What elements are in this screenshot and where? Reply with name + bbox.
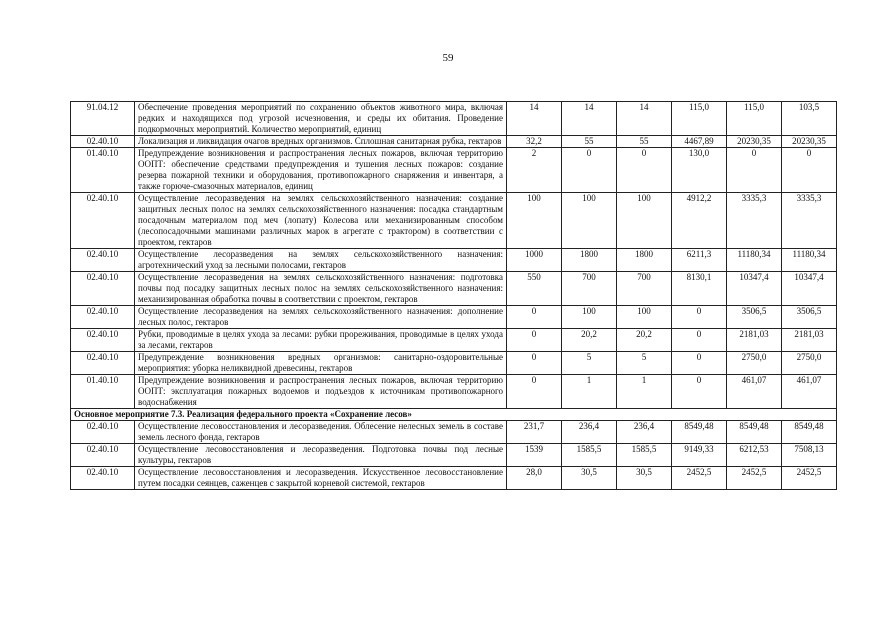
- table-row: [71, 102, 837, 136]
- row-value: 28,0: [507, 467, 562, 490]
- row-value: 103,5: [782, 102, 837, 136]
- row-value: 55: [617, 136, 672, 148]
- row-value: 14: [562, 102, 617, 136]
- row-value: 0: [507, 329, 562, 352]
- row-value: 8549,48: [672, 421, 727, 444]
- row-code: 02.40.10: [71, 136, 135, 148]
- section-header-row: [71, 409, 837, 421]
- row-value: 130,0: [672, 148, 727, 193]
- table-row: [71, 352, 837, 375]
- row-value: 2: [507, 148, 562, 193]
- row-value: 100: [507, 193, 562, 249]
- row-value: 0: [672, 352, 727, 375]
- row-code: 02.40.10: [71, 249, 135, 272]
- row-value: 1585,5: [617, 444, 672, 467]
- table-row: [71, 421, 837, 444]
- row-code: 02.40.10: [71, 306, 135, 329]
- row-value: 115,0: [672, 102, 727, 136]
- table-row: [71, 375, 837, 409]
- row-value: 2750,0: [782, 352, 837, 375]
- row-value: 236,4: [617, 421, 672, 444]
- row-description: Осуществление лесовосстановления и лесоразведения. Подготовка почвы под лесные культуры, гектаров: [135, 444, 507, 467]
- row-value: 4467,89: [672, 136, 727, 148]
- row-value: 14: [617, 102, 672, 136]
- row-value: 0: [507, 306, 562, 329]
- row-value: 3335,3: [782, 193, 837, 249]
- row-value: 0: [672, 306, 727, 329]
- row-value: 55: [562, 136, 617, 148]
- row-value: 1: [617, 375, 672, 409]
- row-value: 0: [672, 375, 727, 409]
- row-description: Осуществление лесовосстановления и лесоразведения. Облесение нелесных земель в составе земель лесного фонда, гектаров: [135, 421, 507, 444]
- row-value: 32,2: [507, 136, 562, 148]
- row-value: 11180,34: [727, 249, 782, 272]
- table-row: [71, 272, 837, 306]
- row-value: 0: [617, 148, 672, 193]
- row-value: 0: [507, 352, 562, 375]
- row-description: Локализация и ликвидация очагов вредных организмов. Сплошная санитарная рубка, гектаров: [135, 136, 507, 148]
- row-value: 2452,5: [727, 467, 782, 490]
- row-value: 2452,5: [672, 467, 727, 490]
- row-code: 02.40.10: [71, 193, 135, 249]
- row-value: 100: [562, 306, 617, 329]
- row-value: 2750,0: [727, 352, 782, 375]
- activities-table: [70, 101, 837, 490]
- row-description: Осуществление лесоразведения на землях сельскохозяйственного назначения: создание защитных лесных полос на землях сельскохозяйственного назначения: посадка стандартным посадочным материалом под меч (лопату) Колесова или механизированным способом (лесопосадочными машинами различных марок в агрегате с трактором) в соответствии с проектом, гектаров: [135, 193, 507, 249]
- row-value: 7508,13: [782, 444, 837, 467]
- row-value: 8549,48: [782, 421, 837, 444]
- row-value: 0: [507, 375, 562, 409]
- row-value: 3506,5: [782, 306, 837, 329]
- row-code: 91.04.12: [71, 102, 135, 136]
- row-code: 02.40.10: [71, 352, 135, 375]
- table-row: [71, 329, 837, 352]
- row-value: 14: [507, 102, 562, 136]
- row-value: 10347,4: [727, 272, 782, 306]
- row-description: Предупреждение возникновения и распространения лесных пожаров, включая территорию ООПТ: обеспечение средствами предупреждения и тушения лесных пожаров: создание резерва пожарной техники и оборудования, противопожарного снаряжения и инвентаря, а также горюче-смазочных материалов, единиц: [135, 148, 507, 193]
- row-value: 20230,35: [782, 136, 837, 148]
- row-value: 20,2: [617, 329, 672, 352]
- row-code: 02.40.10: [71, 272, 135, 306]
- row-value: 11180,34: [782, 249, 837, 272]
- row-value: 236,4: [562, 421, 617, 444]
- row-value: 30,5: [562, 467, 617, 490]
- row-description: Предупреждение возникновения и распространения лесных пожаров, включая территорию ООПТ: эксплуатация пожарных водоемов и подъездов к источникам противопожарного водоснабжения: [135, 375, 507, 409]
- row-description: Осуществление лесоразведения на землях сельскохозяйственного назначения: подготовка почвы под посадку защитных лесных полос на землях сельскохозяйственного назначения: механизированная обработка почвы в соответствии с проектом, гектаров: [135, 272, 507, 306]
- row-description: Рубки, проводимые в целях ухода за лесами: рубки прореживания, проводимые в целях ухода за лесами, гектаров: [135, 329, 507, 352]
- row-description: Обеспечение проведения мероприятий по сохранению объектов животного мира, включая редких и находящихся под угрозой исчезновения, и среды их обитания. Проведение подкормочных мероприятий. Количество мероприятий, единиц: [135, 102, 507, 136]
- row-value: 0: [782, 148, 837, 193]
- row-value: 9149,33: [672, 444, 727, 467]
- table-row: [71, 148, 837, 193]
- row-value: 231,7: [507, 421, 562, 444]
- row-value: 3506,5: [727, 306, 782, 329]
- row-value: 700: [617, 272, 672, 306]
- row-value: 2452,5: [782, 467, 837, 490]
- row-value: 700: [562, 272, 617, 306]
- row-value: 4912,2: [672, 193, 727, 249]
- row-value: 1: [562, 375, 617, 409]
- row-value: 6211,3: [672, 249, 727, 272]
- page-number: 59: [442, 52, 454, 64]
- row-code: 02.40.10: [71, 329, 135, 352]
- table-row: [71, 306, 837, 329]
- row-value: 8549,48: [727, 421, 782, 444]
- table-row: [71, 444, 837, 467]
- row-code: 02.40.10: [71, 467, 135, 490]
- row-description: Осуществление лесоразведения на землях сельскохозяйственного назначения: дополнение лесных полос, гектаров: [135, 306, 507, 329]
- row-value: 1800: [562, 249, 617, 272]
- row-value: 8130,1: [672, 272, 727, 306]
- row-value: 0: [727, 148, 782, 193]
- row-value: 550: [507, 272, 562, 306]
- row-value: 5: [562, 352, 617, 375]
- row-value: 0: [672, 329, 727, 352]
- row-code: 02.40.10: [71, 444, 135, 467]
- row-code: 01.40.10: [71, 148, 135, 193]
- row-value: 2181,03: [727, 329, 782, 352]
- row-value: 6212,53: [727, 444, 782, 467]
- table-row: [71, 136, 837, 148]
- row-value: 2181,03: [782, 329, 837, 352]
- row-value: 115,0: [727, 102, 782, 136]
- row-value: 1585,5: [562, 444, 617, 467]
- table-row: [71, 193, 837, 249]
- section-title: Основное мероприятие 7.3. Реализация федерального проекта «Сохранение лесов»: [71, 409, 837, 421]
- row-value: 100: [617, 306, 672, 329]
- table-row: [71, 467, 837, 490]
- table-body: [71, 102, 837, 490]
- row-value: 1539: [507, 444, 562, 467]
- row-value: 1000: [507, 249, 562, 272]
- row-value: 3335,3: [727, 193, 782, 249]
- row-description: Осуществление лесовосстановления и лесоразведения. Искусственное лесовосстановление путем посадки сеянцев, саженцев с закрытой корневой системой, гектаров: [135, 467, 507, 490]
- table-row: [71, 249, 837, 272]
- row-value: 100: [562, 193, 617, 249]
- row-value: 100: [617, 193, 672, 249]
- row-description: Предупреждение возникновения вредных организмов: санитарно-оздоровительные мероприятия: уборка неликвидной древесины, гектаров: [135, 352, 507, 375]
- row-value: 30,5: [617, 467, 672, 490]
- row-value: 10347,4: [782, 272, 837, 306]
- row-value: 461,07: [782, 375, 837, 409]
- row-value: 1800: [617, 249, 672, 272]
- row-code: 02.40.10: [71, 421, 135, 444]
- row-value: 461,07: [727, 375, 782, 409]
- row-value: 20,2: [562, 329, 617, 352]
- row-code: 01.40.10: [71, 375, 135, 409]
- row-value: 5: [617, 352, 672, 375]
- row-value: 20230,35: [727, 136, 782, 148]
- row-value: 0: [562, 148, 617, 193]
- row-description: Осуществление лесоразведения на землях сельскохозяйственного назначения: агротехнический уход за лесными полосами, гектаров: [135, 249, 507, 272]
